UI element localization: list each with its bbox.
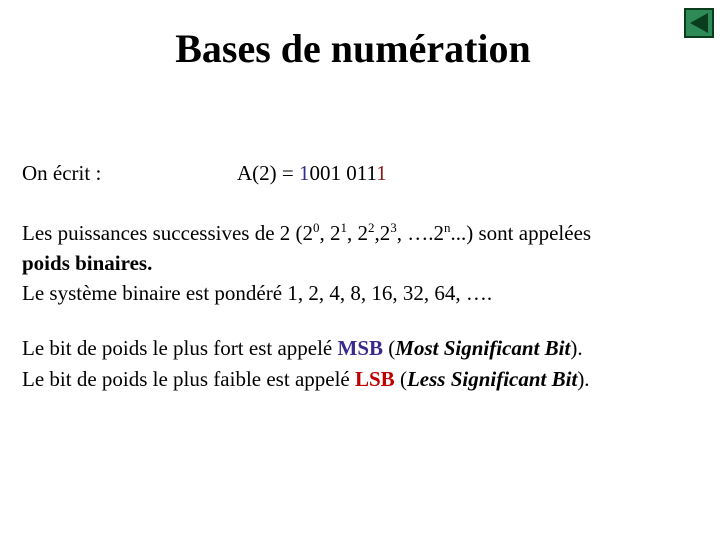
powers-sentence [22,220,591,246]
msb-abbr: MSB [337,336,384,360]
msb-prefix: Le bit de poids le plus fort est appelé [22,336,338,360]
powers-sep: , ….2 [396,221,445,245]
exponent: 3 [390,220,397,235]
paren-open: ( [394,367,407,391]
exponent: 2 [368,220,375,235]
powers-sep: , 2 [319,221,341,245]
paren-close: ). [577,367,590,391]
slide-title: Bases de numération [175,26,531,71]
weighted-system-sentence: Le système binaire est pondéré 1, 2, 4, 8, 16, 32, 64, …. [22,281,493,305]
paren-close: ). [570,336,583,360]
exponent: 1 [340,220,348,235]
powers-text: Les puissances successives de 2 (2 [22,221,314,245]
lsb-full: Less Significant Bit [406,367,578,391]
binary-expression [237,160,387,186]
previous-arrow-icon [688,12,710,34]
lsb-prefix: Le bit de poids le plus faible est appelé [22,367,355,391]
powers-sep: ,2 [374,221,391,245]
first-bit: 1 [299,161,310,185]
last-bit: 1 [376,161,387,185]
paren-open: ( [383,336,396,360]
expression-prefix: A(2) = [237,161,299,185]
msb-sentence [22,335,583,361]
binary-weights-term: poids binaires. [22,251,153,275]
lsb-sentence [22,366,590,392]
exponent: 0 [313,220,320,235]
powers-sep: , 2 [347,221,369,245]
write-label: On écrit : [22,161,102,185]
previous-slide-button[interactable] [684,8,714,38]
lsb-abbr: LSB [355,367,395,391]
msb-full: Most Significant Bit [395,336,571,360]
middle-bits: 001 011 [309,161,377,185]
powers-text: ...) sont appelées [450,221,592,245]
exponent: n [444,220,451,235]
